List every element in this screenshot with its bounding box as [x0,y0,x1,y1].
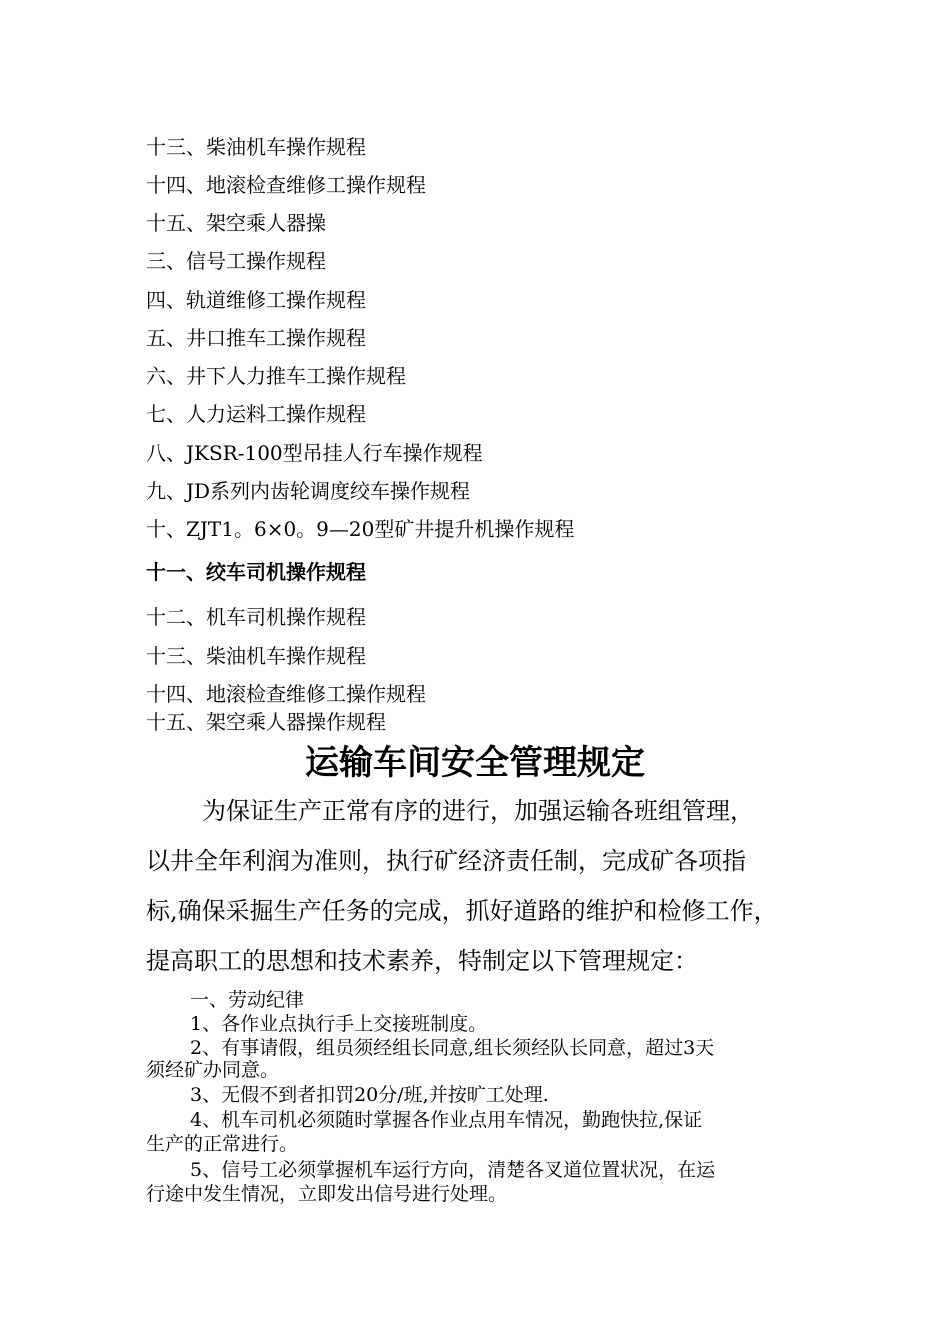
list-item: 十五、架空乘人器操作规程 [146,710,386,734]
list-item: 十、ZJT1。6×0。9—20型矿井提升机操作规程 [146,517,575,541]
paragraph-line: 以井全年利润为准则，执行矿经济责任制，完成矿各项指 [146,847,746,875]
page-title: 运输车间安全管理规定 [305,743,645,783]
paragraph-line: 为保证生产正常有序的进行，加强运输各班组管理， [202,797,754,825]
list-item: 七、人力运料工操作规程 [146,402,366,426]
list-item: 十四、地滚检查维修工操作规程 [146,173,426,197]
rule-line: 须经矿办同意。 [146,1059,280,1081]
list-item: 十五、架空乘人器操 [146,211,326,235]
list-item: 十一、绞车司机操作规程 [146,560,366,584]
rule-line: 3、无假不到者扣罚20分/班,并按旷工处理. [190,1084,549,1106]
section-heading: 一、劳动纪律 [190,989,305,1011]
list-item: 九、JD系列内齿轮调度绞车操作规程 [146,479,471,503]
list-item: 十四、地滚检查维修工操作规程 [146,682,426,706]
list-item: 十三、柴油机车操作规程 [146,644,366,668]
rule-line: 2、有事请假，组员须经组长同意,组长须经队长同意，超过3天 [190,1037,715,1059]
paragraph-line: 标,确保采掘生产任务的完成，抓好道路的维护和检修工作， [146,897,778,925]
list-item: 六、井下人力推车工操作规程 [146,364,406,388]
list-item: 三、信号工操作规程 [146,249,326,273]
list-item: 八、JKSR-100型吊挂人行车操作规程 [146,441,483,465]
rule-line: 生产的正常进行。 [146,1133,299,1155]
list-item: 五、井口推车工操作规程 [146,326,366,350]
rule-line: 5、信号工必须掌握机车运行方向，清楚各叉道位置状况，在运 [190,1159,716,1181]
rule-line: 1、各作业点执行手上交接班制度。 [190,1013,488,1035]
list-item: 十三、柴油机车操作规程 [146,135,366,159]
list-item: 四、轨道维修工操作规程 [146,288,366,312]
list-item: 十二、机车司机操作规程 [146,605,366,629]
rule-line: 4、机车司机必须随时掌握各作业点用车情况，勤跑快拉,保证 [190,1109,703,1131]
paragraph-line: 提高职工的思想和技术素养，特制定以下管理规定： [146,947,698,975]
rule-line: 行途中发生情况，立即发出信号进行处理。 [146,1183,508,1205]
